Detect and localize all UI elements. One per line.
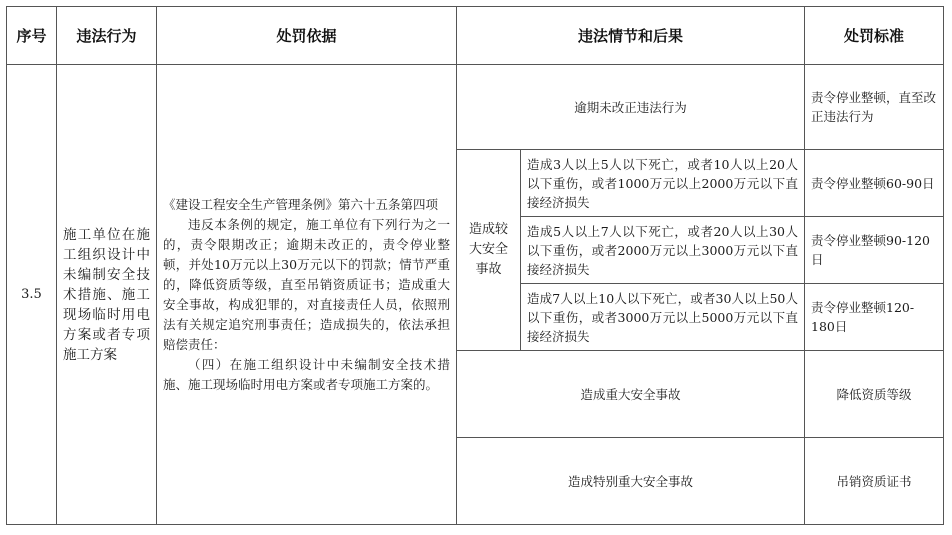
circumstance-cell: 造成特别重大安全事故: [457, 438, 805, 525]
circumstance-cell: 造成3人以上5人以下死亡，或者10人以上20人以下重伤，或者1000万元以上2000万元以下直接经济损失: [521, 150, 805, 217]
circumstance-cell: 逾期未改正违法行为: [457, 65, 805, 150]
standard-cell: 责令停业整顿，直至改正违法行为: [805, 65, 944, 150]
header-seq: 序号: [7, 7, 57, 65]
basis-paragraph: 违反本条例的规定，施工单位有下列行为之一的，责令限期改正；逾期未改正的，责令停业整顿，并处10万元以上30万元以下的罚款；情节严重的，降低资质等级，直至吊销资质证书；造成重大安全事故，构成犯罪的，对直接责任人员，依照刑法有关规定追究刑事责任；造成损失的，依法承担赔偿责任：: [163, 216, 450, 352]
standard-cell: 责令停业整顿60-90日: [805, 150, 944, 217]
standard-cell: 吊销资质证书: [805, 438, 944, 525]
basis-item: （四）在施工组织设计中未编制安全技术措施、施工现场临时用电方案或者专项施工方案的。: [163, 356, 450, 392]
basis-cell: [157, 65, 457, 525]
standard-cell: 责令停业整顿120-180日: [805, 284, 944, 351]
header-behavior: 违法行为: [57, 7, 157, 65]
header-basis: 处罚依据: [157, 7, 457, 65]
standard-cell: 降低资质等级: [805, 351, 944, 438]
penalty-table: [6, 6, 944, 525]
accident-group-cell: 造成较大安全事故: [457, 150, 521, 351]
header-circumstances: 违法情节和后果: [457, 7, 805, 65]
circumstance-cell: 造成5人以上7人以下死亡，或者20人以上30人以下重伤，或者2000万元以上3000万元以下直接经济损失: [521, 217, 805, 284]
behavior-cell: 施工单位在施工组织设计中未编制安全技术措施、施工现场临时用电方案或者专项施工方案: [57, 65, 157, 525]
header-row: [7, 7, 944, 65]
circumstance-cell: 造成重大安全事故: [457, 351, 805, 438]
seq-cell: 3.5: [7, 65, 57, 525]
header-standard: 处罚标准: [805, 7, 944, 65]
table-row: [7, 65, 944, 150]
circumstance-cell: 造成7人以上10人以下死亡，或者30人以上50人以下重伤，或者3000万元以上5000万元以下直接经济损失: [521, 284, 805, 351]
standard-cell: 责令停业整顿90-120日: [805, 217, 944, 284]
basis-title: 《建设工程安全生产管理条例》第六十五条第四项: [163, 196, 439, 212]
